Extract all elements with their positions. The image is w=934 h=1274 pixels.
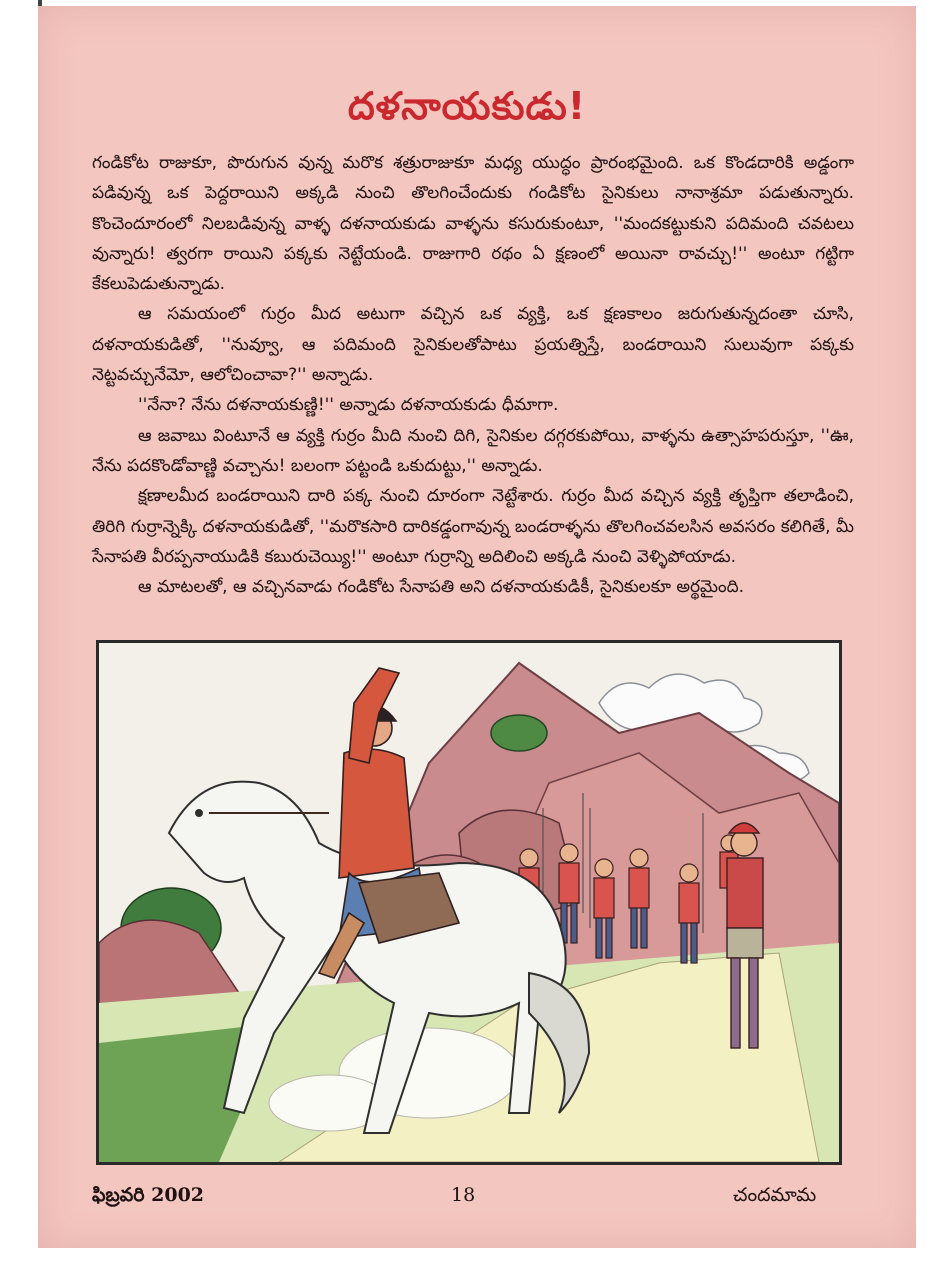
story-illustration — [96, 640, 842, 1165]
page-number: 18 — [451, 1184, 476, 1206]
story-paragraph: ఆ మాటలతో, ఆ వచ్చినవాడు గండికోట సేనాపతి అని దళనాయకుడికీ, సైనికులకూ అర్థమైంది. — [138, 577, 745, 598]
bush-shape — [491, 715, 547, 751]
magazine-name: చందమామ — [733, 1184, 817, 1206]
story-body — [92, 148, 854, 602]
illustration-artwork — [99, 643, 839, 1162]
story-title: దళనాయకుడు! — [347, 84, 587, 128]
story-paragraph: క్షణాలమీద బండరాయిని దారి పక్క నుంచి దూరంగా నెట్టేశారు. గుర్రం మీద వచ్చిన వ్యక్తి తృప్తిగా తలాడించి, తిరిగి గుర్రాన్నెక్కి దళనాయకుడితో, ''మరొకసారి దారికడ్డంగావున్న బండరాళ్ళను తొలగించవలసిన అవసరం కలిగితే, మీ సేనాపతి వీరప్పనాయుడికి కబురుచెయ్యి!'' అంటూ గుర్రాన్ని అదిలించి అక్కడి నుంచి వెళ్ళిపోయాడు. — [92, 486, 854, 567]
story-paragraph: ఆ సమయంలో గుర్రం మీద అటుగా వచ్చిన ఒక వ్యక్తి, ఒక క్షణకాలం జరుగుతున్నదంతా చూసి, దళనాయకుడితో, ''నువ్వూ, ఆ పదిమంది సైనికులతోపాటు ప్రయత్నిస్తే, బండరాయిని సులువుగా పక్కకు నెట్టవచ్చునేమో, ఆలోచించావా?'' అన్నాడు. — [92, 304, 854, 386]
story-paragraph: గండికోట రాజుకూ, పొరుగున వున్న మరొక శత్రురాజుకూ మధ్య యుద్ధం ప్రారంభమైంది. ఒక కొండదారికి అడ్డంగా పడివున్న ఒక పెద్దరాయిని అక్కడి నుంచి తొలగించేందుకు గండికోట సైనికులు నానాశ్రమా పడుతున్నారు. కొంచెందూరంలో నిలబడివున్న వాళ్ళ దళనాయకుడు వాళ్ళను కసురుకుంటూ, ''మందకట్టుకుని పదిమంది చవటలు వున్నారు! త్వరగా రాయిని పక్కకు నెట్టేయండి. రాజుగారి రథం ఏ క్షణంలో అయినా రావచ్చు!'' అంటూ గట్టిగా కేకలుపెడుతున్నాడు. — [92, 153, 854, 295]
issue-date: ఫిబ్రవరి 2002 — [92, 1184, 205, 1206]
story-paragraph: ''నేనా? నేను దళనాయకుణ్ణి!'' అన్నాడు దళనాయకుడు ధీమాగా. — [138, 395, 559, 416]
story-paragraph: ఆ జవాబు వింటూనే ఆ వ్యక్తి గుర్రం మీది నుంచి దిగి, సైనికుల దగ్గరకుపోయి, వాళ్ళను ఉత్సాహపరుస్తూ, ''ఊ, నేను పదకొండోవాణ్ణి వచ్చాను! బలంగా పట్టండి ఒకుదుట్టు,'' అన్నాడు. — [92, 425, 854, 476]
